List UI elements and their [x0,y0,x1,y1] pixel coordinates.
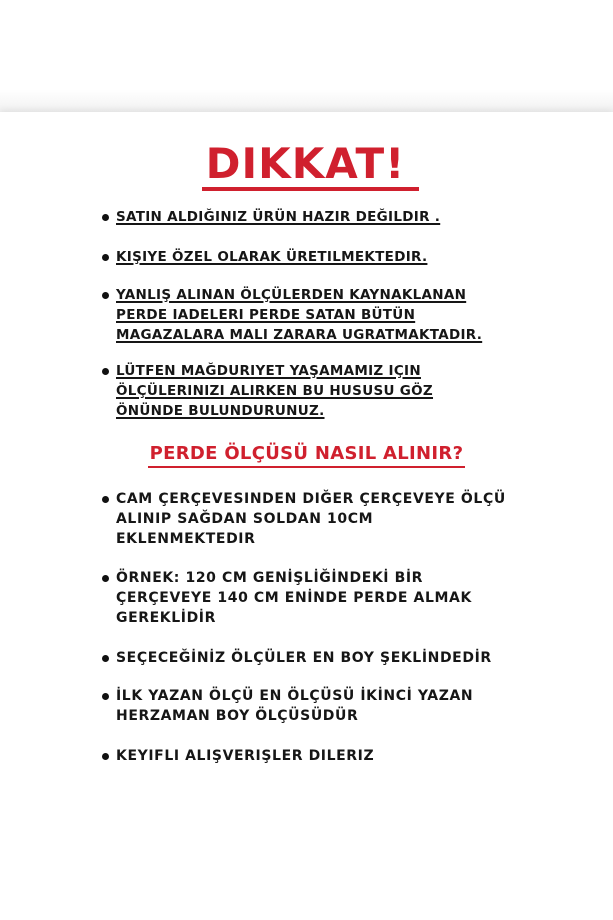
measure-item-text: KEYIFLI ALIŞVERIŞLER DILERIZ [116,748,375,764]
warning-item-text: YANLIŞ ALINAN ÖLÇÜLERDEN KAYNAKLANAN PERDE IADELERI PERDE SATAN BÜTÜN MAGAZALARA MALI ZARARA UGRATMAKTADIR. [116,287,483,343]
measure-item-text: SEÇECEĞİNİZ ÖLÇÜLER EN BOY ŞEKLİNDEDİR [116,650,492,666]
warning-item-text: SATIN ALDIĞINIZ ÜRÜN HAZIR DEĞILDIR . [116,209,441,225]
measure-item-text: İLK YAZAN ÖLÇÜ EN ÖLÇÜSÜ İKİNCİ YAZAN HERZAMAN BOY ÖLÇÜSÜDÜR [116,688,474,724]
measure-item-text: ÖRNEK: 120 CM GENİŞLİĞİNDEKİ BİR ÇERÇEVEYE 140 CM ENİNDE PERDE ALMAK GEREKLİDİR [116,570,472,626]
bullet-icon [102,496,109,503]
bullet-icon [102,214,109,221]
bullet-icon [102,575,109,582]
top-margin [0,0,613,112]
warning-item-text: KIŞIYE ÖZEL OLARAK ÜRETILMEKTEDIR. [116,249,428,265]
bullet-icon [102,753,109,760]
bullet-icon [102,292,109,299]
measure-title-text: PERDE ÖLÇÜSÜ NASIL ALINIR? [148,442,466,468]
warning-title [0,141,613,191]
measure-item-text: CAM ÇERÇEVESINDEN DIĞER ÇERÇEVEYE ÖLÇÜ ALINIP SAĞDAN SOLDAN 10CM EKLENMEKTEDIR [116,491,506,547]
measure-title [0,437,613,468]
warning-item-text: LÜTFEN MAĞDURIYET YAŞAMAMIZ IÇIN ÖLÇÜLERINIZI ALIRKEN BU HUSUSU GÖZ ÖNÜNDE BULUNDURUNUZ. [116,363,434,419]
bullet-icon [102,655,109,662]
bullet-icon [102,693,109,700]
bullet-icon [102,368,109,375]
bullet-icon [102,254,109,261]
warning-title-text: DIKKAT! [202,141,420,191]
